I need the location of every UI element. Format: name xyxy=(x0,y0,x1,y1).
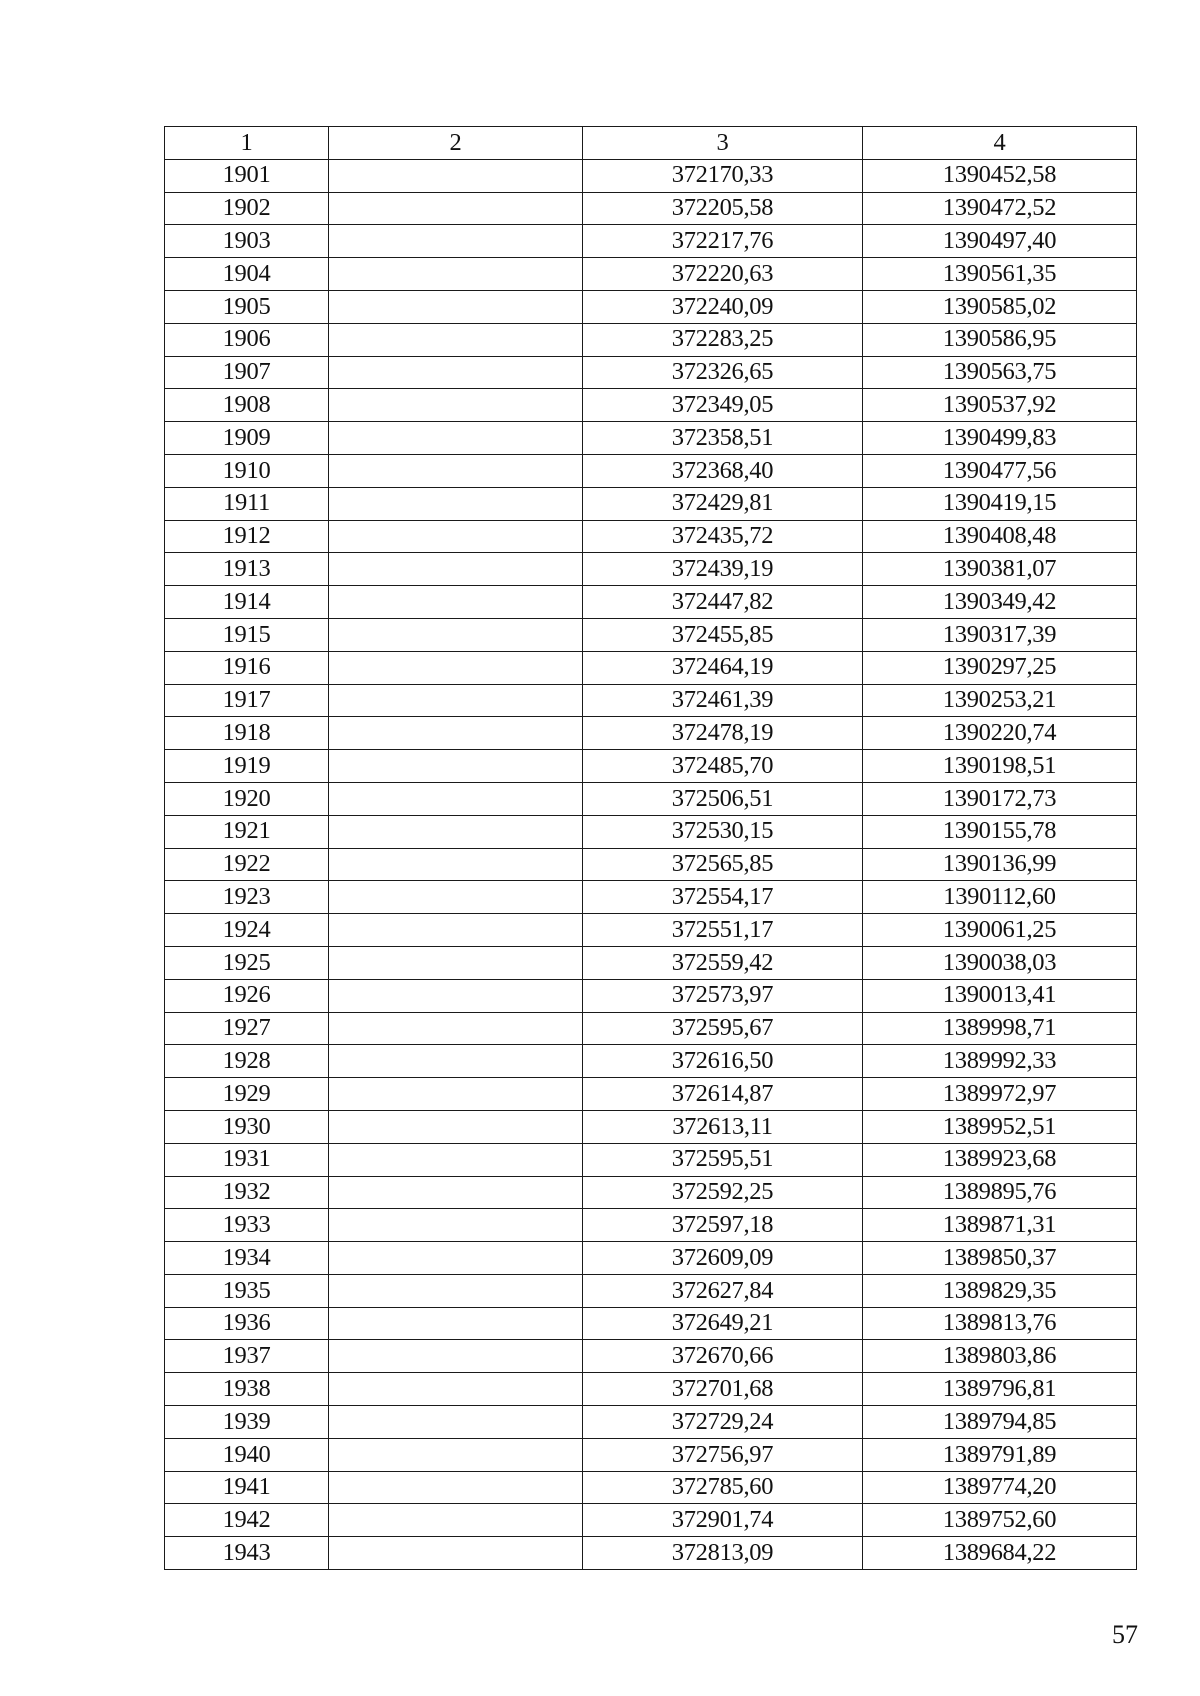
table-row xyxy=(165,258,1137,291)
table-row xyxy=(165,1406,1137,1439)
cell-col2 xyxy=(329,225,583,258)
cell-col2 xyxy=(329,1504,583,1537)
cell-x-coordinate: 372429,81 xyxy=(583,487,863,520)
cell-x-coordinate: 372439,19 xyxy=(583,553,863,586)
cell-point-number: 1937 xyxy=(165,1340,329,1373)
table-row xyxy=(165,1143,1137,1176)
table-body xyxy=(165,159,1137,1569)
cell-point-number: 1935 xyxy=(165,1274,329,1307)
cell-y-coordinate: 1390381,07 xyxy=(863,553,1137,586)
cell-col2 xyxy=(329,881,583,914)
cell-x-coordinate: 372613,11 xyxy=(583,1110,863,1143)
cell-x-coordinate: 372554,17 xyxy=(583,881,863,914)
table-row xyxy=(165,1340,1137,1373)
cell-y-coordinate: 1390172,73 xyxy=(863,782,1137,815)
cell-point-number: 1922 xyxy=(165,848,329,881)
cell-y-coordinate: 1390155,78 xyxy=(863,815,1137,848)
cell-x-coordinate: 372358,51 xyxy=(583,422,863,455)
cell-y-coordinate: 1390112,60 xyxy=(863,881,1137,914)
cell-x-coordinate: 372435,72 xyxy=(583,520,863,553)
cell-y-coordinate: 1390477,56 xyxy=(863,454,1137,487)
cell-x-coordinate: 372326,65 xyxy=(583,356,863,389)
cell-y-coordinate: 1389752,60 xyxy=(863,1504,1137,1537)
cell-x-coordinate: 372349,05 xyxy=(583,389,863,422)
cell-col2 xyxy=(329,1110,583,1143)
cell-x-coordinate: 372447,82 xyxy=(583,586,863,619)
cell-x-coordinate: 372701,68 xyxy=(583,1373,863,1406)
cell-point-number: 1904 xyxy=(165,258,329,291)
table-row xyxy=(165,914,1137,947)
cell-col2 xyxy=(329,290,583,323)
cell-point-number: 1912 xyxy=(165,520,329,553)
cell-x-coordinate: 372455,85 xyxy=(583,618,863,651)
table-row xyxy=(165,323,1137,356)
table-row xyxy=(165,422,1137,455)
cell-y-coordinate: 1389791,89 xyxy=(863,1438,1137,1471)
page-number: 57 xyxy=(1112,1620,1138,1649)
table-row xyxy=(165,1537,1137,1570)
cell-col2 xyxy=(329,1307,583,1340)
cell-point-number: 1933 xyxy=(165,1209,329,1242)
table-row xyxy=(165,192,1137,225)
cell-x-coordinate: 372240,09 xyxy=(583,290,863,323)
cell-col2 xyxy=(329,1209,583,1242)
cell-col2 xyxy=(329,356,583,389)
table-row xyxy=(165,454,1137,487)
cell-point-number: 1902 xyxy=(165,192,329,225)
cell-y-coordinate: 1389998,71 xyxy=(863,1012,1137,1045)
cell-col2 xyxy=(329,618,583,651)
table-row xyxy=(165,1110,1137,1143)
cell-col2 xyxy=(329,848,583,881)
table-row xyxy=(165,586,1137,619)
cell-x-coordinate: 372283,25 xyxy=(583,323,863,356)
table-row xyxy=(165,487,1137,520)
cell-point-number: 1923 xyxy=(165,881,329,914)
cell-point-number: 1905 xyxy=(165,290,329,323)
cell-x-coordinate: 372530,15 xyxy=(583,815,863,848)
cell-col2 xyxy=(329,651,583,684)
cell-y-coordinate: 1390061,25 xyxy=(863,914,1137,947)
cell-y-coordinate: 1389972,97 xyxy=(863,1078,1137,1111)
cell-point-number: 1901 xyxy=(165,159,329,192)
cell-y-coordinate: 1390317,39 xyxy=(863,618,1137,651)
cell-col2 xyxy=(329,914,583,947)
table-row xyxy=(165,684,1137,717)
cell-col2 xyxy=(329,586,583,619)
cell-x-coordinate: 372461,39 xyxy=(583,684,863,717)
cell-col2 xyxy=(329,159,583,192)
cell-point-number: 1926 xyxy=(165,979,329,1012)
table-row xyxy=(165,520,1137,553)
cell-y-coordinate: 1389794,85 xyxy=(863,1406,1137,1439)
cell-point-number: 1915 xyxy=(165,618,329,651)
cell-x-coordinate: 372649,21 xyxy=(583,1307,863,1340)
table-header xyxy=(165,127,1137,160)
cell-point-number: 1938 xyxy=(165,1373,329,1406)
table-row xyxy=(165,1242,1137,1275)
cell-x-coordinate: 372614,87 xyxy=(583,1078,863,1111)
cell-col2 xyxy=(329,487,583,520)
table-row xyxy=(165,618,1137,651)
cell-point-number: 1931 xyxy=(165,1143,329,1176)
cell-point-number: 1943 xyxy=(165,1537,329,1570)
cell-x-coordinate: 372597,18 xyxy=(583,1209,863,1242)
cell-x-coordinate: 372217,76 xyxy=(583,225,863,258)
cell-y-coordinate: 1390537,92 xyxy=(863,389,1137,422)
cell-col2 xyxy=(329,782,583,815)
table-row xyxy=(165,717,1137,750)
cell-x-coordinate: 372478,19 xyxy=(583,717,863,750)
cell-y-coordinate: 1389803,86 xyxy=(863,1340,1137,1373)
cell-col2 xyxy=(329,520,583,553)
cell-y-coordinate: 1390452,58 xyxy=(863,159,1137,192)
cell-point-number: 1928 xyxy=(165,1045,329,1078)
cell-col2 xyxy=(329,258,583,291)
cell-point-number: 1910 xyxy=(165,454,329,487)
table-row xyxy=(165,1373,1137,1406)
cell-col2 xyxy=(329,553,583,586)
cell-col2 xyxy=(329,1045,583,1078)
cell-point-number: 1941 xyxy=(165,1471,329,1504)
cell-y-coordinate: 1389895,76 xyxy=(863,1176,1137,1209)
cell-x-coordinate: 372729,24 xyxy=(583,1406,863,1439)
cell-x-coordinate: 372170,33 xyxy=(583,159,863,192)
column-header-3: 3 xyxy=(583,127,863,160)
cell-x-coordinate: 372220,63 xyxy=(583,258,863,291)
cell-x-coordinate: 372813,09 xyxy=(583,1537,863,1570)
table-row xyxy=(165,356,1137,389)
cell-col2 xyxy=(329,454,583,487)
cell-point-number: 1939 xyxy=(165,1406,329,1439)
cell-y-coordinate: 1390297,25 xyxy=(863,651,1137,684)
cell-x-coordinate: 372559,42 xyxy=(583,946,863,979)
table-row xyxy=(165,1438,1137,1471)
cell-y-coordinate: 1390472,52 xyxy=(863,192,1137,225)
cell-y-coordinate: 1390253,21 xyxy=(863,684,1137,717)
cell-col2 xyxy=(329,422,583,455)
table-row xyxy=(165,1209,1137,1242)
cell-x-coordinate: 372785,60 xyxy=(583,1471,863,1504)
cell-point-number: 1920 xyxy=(165,782,329,815)
table-header-row xyxy=(165,127,1137,160)
table-row xyxy=(165,225,1137,258)
cell-y-coordinate: 1389923,68 xyxy=(863,1143,1137,1176)
cell-y-coordinate: 1390419,15 xyxy=(863,487,1137,520)
cell-x-coordinate: 372595,67 xyxy=(583,1012,863,1045)
table-row xyxy=(165,1078,1137,1111)
cell-col2 xyxy=(329,946,583,979)
cell-y-coordinate: 1390586,95 xyxy=(863,323,1137,356)
cell-x-coordinate: 372595,51 xyxy=(583,1143,863,1176)
cell-y-coordinate: 1390408,48 xyxy=(863,520,1137,553)
table-row xyxy=(165,389,1137,422)
cell-col2 xyxy=(329,750,583,783)
cell-x-coordinate: 372592,25 xyxy=(583,1176,863,1209)
cell-y-coordinate: 1390136,99 xyxy=(863,848,1137,881)
cell-point-number: 1907 xyxy=(165,356,329,389)
cell-col2 xyxy=(329,1143,583,1176)
cell-point-number: 1918 xyxy=(165,717,329,750)
table-row xyxy=(165,815,1137,848)
cell-x-coordinate: 372670,66 xyxy=(583,1340,863,1373)
cell-col2 xyxy=(329,1537,583,1570)
cell-col2 xyxy=(329,1274,583,1307)
cell-col2 xyxy=(329,1406,583,1439)
table-row xyxy=(165,750,1137,783)
cell-col2 xyxy=(329,815,583,848)
table-row xyxy=(165,1471,1137,1504)
cell-point-number: 1921 xyxy=(165,815,329,848)
cell-y-coordinate: 1389850,37 xyxy=(863,1242,1137,1275)
cell-col2 xyxy=(329,192,583,225)
cell-point-number: 1940 xyxy=(165,1438,329,1471)
cell-y-coordinate: 1390198,51 xyxy=(863,750,1137,783)
column-header-2: 2 xyxy=(329,127,583,160)
coordinates-table xyxy=(164,126,1137,1570)
cell-col2 xyxy=(329,1471,583,1504)
cell-y-coordinate: 1389796,81 xyxy=(863,1373,1137,1406)
table-row xyxy=(165,881,1137,914)
cell-point-number: 1919 xyxy=(165,750,329,783)
cell-point-number: 1917 xyxy=(165,684,329,717)
cell-col2 xyxy=(329,1242,583,1275)
cell-x-coordinate: 372551,17 xyxy=(583,914,863,947)
cell-y-coordinate: 1390220,74 xyxy=(863,717,1137,750)
cell-y-coordinate: 1389813,76 xyxy=(863,1307,1137,1340)
table-row xyxy=(165,979,1137,1012)
cell-col2 xyxy=(329,979,583,1012)
cell-x-coordinate: 372205,58 xyxy=(583,192,863,225)
cell-point-number: 1932 xyxy=(165,1176,329,1209)
cell-y-coordinate: 1389952,51 xyxy=(863,1110,1137,1143)
cell-x-coordinate: 372368,40 xyxy=(583,454,863,487)
cell-col2 xyxy=(329,684,583,717)
cell-col2 xyxy=(329,1078,583,1111)
cell-point-number: 1908 xyxy=(165,389,329,422)
cell-x-coordinate: 372573,97 xyxy=(583,979,863,1012)
cell-y-coordinate: 1389871,31 xyxy=(863,1209,1137,1242)
cell-y-coordinate: 1390499,83 xyxy=(863,422,1137,455)
cell-col2 xyxy=(329,389,583,422)
cell-x-coordinate: 372901,74 xyxy=(583,1504,863,1537)
cell-y-coordinate: 1390349,42 xyxy=(863,586,1137,619)
table-row xyxy=(165,1307,1137,1340)
cell-point-number: 1916 xyxy=(165,651,329,684)
cell-x-coordinate: 372616,50 xyxy=(583,1045,863,1078)
cell-col2 xyxy=(329,717,583,750)
cell-col2 xyxy=(329,1438,583,1471)
table-row xyxy=(165,1274,1137,1307)
table-row xyxy=(165,553,1137,586)
cell-y-coordinate: 1390497,40 xyxy=(863,225,1137,258)
table-row xyxy=(165,1012,1137,1045)
table-row xyxy=(165,782,1137,815)
column-header-1: 1 xyxy=(165,127,329,160)
cell-point-number: 1929 xyxy=(165,1078,329,1111)
cell-point-number: 1914 xyxy=(165,586,329,619)
cell-y-coordinate: 1390561,35 xyxy=(863,258,1137,291)
table-row xyxy=(165,946,1137,979)
table-row xyxy=(165,1045,1137,1078)
cell-col2 xyxy=(329,323,583,356)
cell-col2 xyxy=(329,1012,583,1045)
cell-y-coordinate: 1389992,33 xyxy=(863,1045,1137,1078)
table-row xyxy=(165,651,1137,684)
cell-point-number: 1934 xyxy=(165,1242,329,1275)
cell-point-number: 1927 xyxy=(165,1012,329,1045)
cell-y-coordinate: 1390038,03 xyxy=(863,946,1137,979)
cell-col2 xyxy=(329,1373,583,1406)
cell-y-coordinate: 1389774,20 xyxy=(863,1471,1137,1504)
cell-y-coordinate: 1389684,22 xyxy=(863,1537,1137,1570)
column-header-4: 4 xyxy=(863,127,1137,160)
cell-point-number: 1913 xyxy=(165,553,329,586)
cell-point-number: 1906 xyxy=(165,323,329,356)
cell-y-coordinate: 1390013,41 xyxy=(863,979,1137,1012)
table-row xyxy=(165,1504,1137,1537)
table-row xyxy=(165,1176,1137,1209)
cell-y-coordinate: 1389829,35 xyxy=(863,1274,1137,1307)
cell-point-number: 1942 xyxy=(165,1504,329,1537)
cell-point-number: 1936 xyxy=(165,1307,329,1340)
cell-x-coordinate: 372565,85 xyxy=(583,848,863,881)
cell-point-number: 1909 xyxy=(165,422,329,455)
cell-x-coordinate: 372609,09 xyxy=(583,1242,863,1275)
cell-x-coordinate: 372485,70 xyxy=(583,750,863,783)
cell-col2 xyxy=(329,1176,583,1209)
cell-point-number: 1903 xyxy=(165,225,329,258)
cell-point-number: 1924 xyxy=(165,914,329,947)
table-row xyxy=(165,848,1137,881)
cell-x-coordinate: 372506,51 xyxy=(583,782,863,815)
cell-point-number: 1911 xyxy=(165,487,329,520)
cell-y-coordinate: 1390585,02 xyxy=(863,290,1137,323)
table-row xyxy=(165,290,1137,323)
cell-point-number: 1930 xyxy=(165,1110,329,1143)
cell-x-coordinate: 372627,84 xyxy=(583,1274,863,1307)
table-row xyxy=(165,159,1137,192)
cell-y-coordinate: 1390563,75 xyxy=(863,356,1137,389)
cell-x-coordinate: 372464,19 xyxy=(583,651,863,684)
cell-col2 xyxy=(329,1340,583,1373)
cell-point-number: 1925 xyxy=(165,946,329,979)
cell-x-coordinate: 372756,97 xyxy=(583,1438,863,1471)
